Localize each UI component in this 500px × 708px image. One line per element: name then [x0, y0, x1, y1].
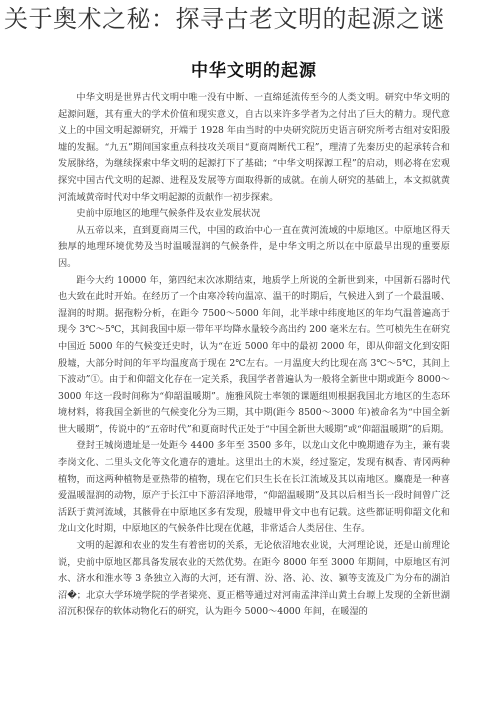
document-page	[58, 60, 450, 708]
top-banner	[0, 0, 500, 40]
banner-title: 关于奥术之秘：探寻古老文明的起源之谜	[4, 5, 445, 33]
paragraph-agriculture: 文明的起源和农业的发生有着密切的关系，无论依沼地农业说，大河理论说，还是山前理论说，史前中原地区都具备发展农业的天然优势。在距今 8000 年至 3000 年期间，中原地区有河水、济水和淮水等 3 条独立入海的大河，还有渭、汾、洛、沁、汝、颍等支流及广为分布的湖泊沼�；北京大学环境学院的学者梁亮、夏正楷等通过对河南孟津洋山黄土台塬上发现的全新世湖沼沉积保存的软体动物化石的研究，认为距今 5000～4000 年间，在暖湿的	[58, 540, 450, 618]
document-title: 中华文明的起源	[191, 61, 317, 81]
paragraph-central-plains: 从五帝以来，直到夏商周三代，中国的政治中心一直在黄河流域的中原地区。中原地区得天独厚的地理环境优势及当时温暖湿润的气候条件，是中华文明之所以在中原最早出现的重要原因。	[58, 224, 450, 269]
paragraph-wangchenggang: 登封王城岗遗址是一处距今 4400 多年至 3500 多年，以龙山文化中晚期遗存为主，兼有裴李岗文化、二里头文化等文化遗存的遗址。这里出土的木炭，经过鉴定，发现有枫香、青冈两种植物，而这两种植物是亚热带的植物，现在它们只生长在长江流域及其以南地区。麋鹿是一种喜爱温暖湿润的动物，原产于长江中下游沼泽地带，“仰韶温暖期”及其以后相当长一段时间曾广泛活跃于黄河流域，其骸骨在中原地区多有发现，殷墟甲骨文中也有记载。这些都证明仰韶文化和龙山文化时期，中原地区的气候条件比现在优越，非常适合人类居住、生存。	[58, 440, 450, 535]
section-heading: 史前中原地区的地理气候条件及农业发展状况	[76, 208, 261, 220]
paragraph-climate: 距今大约 10000 年，第四纪末次冰期结束，地质学上所说的全新世到来，中国新石器时代也大致在此时开始。在经历了一个由寒冷转向温凉、温干的时期后，气候进入到了一个最温暖、湿润的时期。据孢粉分析，在距今 7500～5000 年间，北半球中纬度地区的年均气温普遍高于现今 3℃～5℃，其间我国中原一带年平均降水量较今高出约 200 毫米左右。竺可桢先生在研究中国近 5000 年的气候变迁史时，认为“在近 5000 年中的最初 2000 年，即从仰韶文化到安阳殷墟，大部分时间的年平均温度高于现在 2℃左右。一月温度大约比现在高 3℃～5℃，其间上下波动”①。由于和仰韶文化存在一定关系，我国学者普遍认为一般将全新世中期或距今 8000～3000 年这一段时间称为“仰韶温暖期”。施雅风院士率领的课题组则根据我国北方地区的生态环境材料，将我国全新世的气候变化分为三期，其中期(距今 8500～3000 年)被命名为“中国全新世大暖期”，传说中的“五帝时代”和夏商时代正处于“中国全新世大暖期”或“仰韶温暖期”的后期。	[58, 274, 450, 435]
paragraph-intro: 中华文明是世界古代文明中唯一没有中断、一直绵延流传至今的人类文明。研究中华文明的起源问题，其有重大的学术价值和现实意义，自古以来许多学者为之付出了巨大的精力。现代意义上的中国文明起源研究，开端于 1928 年由当时的中央研究院历史语言研究所考古组对安阳殷墟的发掘。“九五”期间国家重点科技攻关项目“夏商周断代工程”，理清了先秦历史的起承转合和发展脉络，为继续探索中华文明的起源打下了基础；“中华文明探源工程”的启动，则必将在宏观探究中国古代文明的起源、进程及发展等方面取得新的成就。在前人研究的基础上，本文拟就黄河流域黄帝时代对中华文明起源的贡献作一初步探索。	[58, 92, 450, 203]
